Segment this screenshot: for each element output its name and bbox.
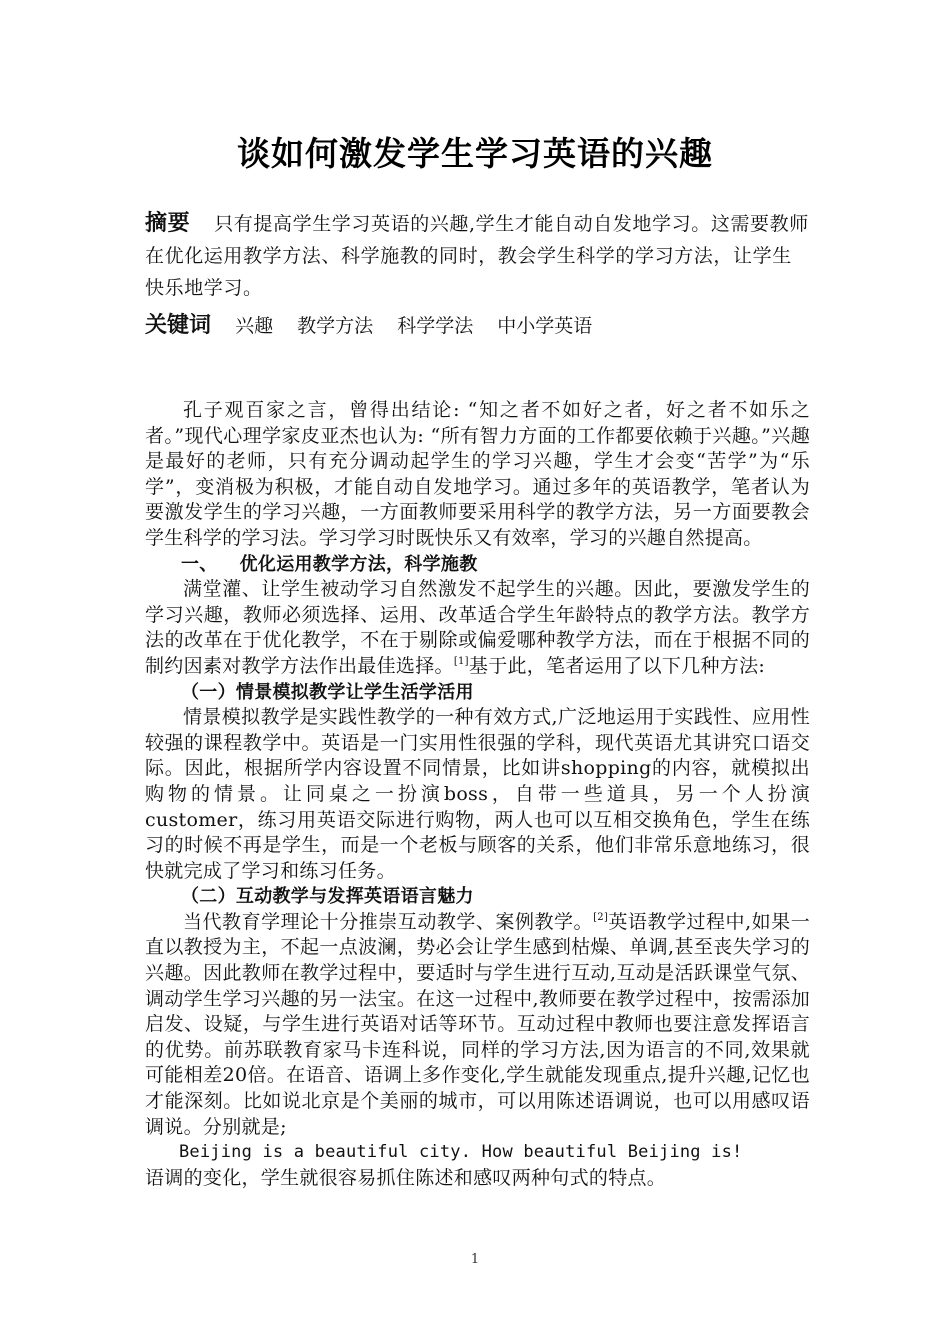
keyword-item: 科学学法 [397, 315, 474, 337]
keyword-item: 兴趣 [235, 315, 274, 337]
subsection2-paragraph [145, 910, 810, 1140]
abstract-text: 只有提高学生学习英语的兴趣,学生才能自动自发地学习。这需要教师在优化运用教学方法、科学施教的同时，教会学生科学的学习方法，让学生快乐地学习。 [145, 213, 809, 299]
keyword-item: 中小学英语 [497, 315, 593, 337]
intro-paragraph: 孔子观百家之言，曾得出结论: “知之者不如好之者，好之者不如乐之者。”现代心理学家皮亚杰也认为: “所有智力方面的工作都要依赖于兴趣。”兴趣是最好的老师，只有充分调动起学生的学习兴趣，学生才会变“苦学”为“乐学”，变消极为积极，才能自动自发地学习。通过多年的英语教学，笔者认为要激发学生的学习兴趣，一方面教师要采用科学的教学方法，另一方面要教会学生科学的学习法。学习学习时既快乐又有效率，学习的兴趣自然提高。 [145, 399, 810, 549]
paragraph-text: 英语教学过程中,如果一直以教授为主，不起一点波澜，势必会让学生感到枯燥、单调,甚至丧失学习的兴趣。因此教师在教学过程中，要适时与学生进行互动,互动是活跃课堂气氛、调动学生学习兴趣的另一法宝。在这一过程中,教师要在教学过程中，按需添加启发、设疑，与学生进行英语对话等环节。互动过程中教师也要注意发挥语言的优势。前苏联教育家马卡连科说，同样的学习方法,因为语言的不同,效果就可能相差20倍。在语音、语调上多作变化,学生就能发现重点,提升兴趣,记忆也才能深刻。比如说北京是个美丽的城市，可以用陈述语调说，也可以用感叹语调说。分别就是; [145, 910, 810, 1138]
paragraph-text: 当代教育学理论十分推崇互动教学、案例教学。 [183, 910, 594, 933]
keyword-item: 教学方法 [297, 315, 374, 337]
section-heading-1 [145, 552, 810, 578]
subsection-heading-1: （一）情景模拟教学让学生活学活用 [181, 681, 474, 703]
section-number: 一、 [181, 553, 218, 575]
section1-paragraph [145, 577, 810, 679]
section-title: 优化运用教学方法，科学施教 [239, 553, 478, 575]
subsection1-paragraph: 情景模拟教学是实践性教学的一种有效方式,广泛地运用于实践性、应用性较强的课程教学中。英语是一门实用性很强的学科，现代英语尤其讲究口语交际。因此，根据所学内容设置不同情景，比如讲shopping的内容，就模拟出购物的情景。让同桌之一扮演boss，自带一些道具，另一个人扮演customer，练习用英语交际进行购物，两人也可以互相交换角色，学生在练习的时候不再是学生，而是一个老板与顾客的关系，他们非常乐意地练习，很快就完成了学习和练习任务。 [145, 706, 810, 882]
page-number: 1 [470, 1252, 480, 1267]
english-example: Beijing is a beautiful city. How beautiful Beijing is! [179, 1142, 743, 1163]
body-text [145, 398, 810, 1191]
abstract-label: 摘要 [145, 211, 191, 236]
document-title: 谈如何激发学生学习英语的兴趣 [237, 134, 713, 173]
abstract-block [145, 208, 810, 304]
subsection-heading-2: （二）互动教学与发挥英语语言魅力 [181, 886, 474, 908]
citation-ref: [2] [593, 911, 609, 923]
paragraph-text: 基于此，笔者运用了以下几种方法: [468, 654, 766, 677]
keywords-label: 关键词 [145, 313, 212, 338]
citation-ref: [1] [453, 655, 469, 667]
closing-paragraph: 语调的变化，学生就很容易抓住陈述和感叹两种句式的特点。 [145, 1166, 667, 1189]
paragraph-text: 满堂灌、让学生被动学习自然激发不起学生的兴趣。因此，要激发学生的学习兴趣，教师必须选择、运用、改革适合学生年龄特点的教学方法。教学方法的改革在于优化教学，不在于剔除或偏爱哪种教学方法，而在于根据不同的制约因素对教学方法作出最佳选择。 [145, 578, 810, 677]
keywords-block [145, 310, 810, 342]
